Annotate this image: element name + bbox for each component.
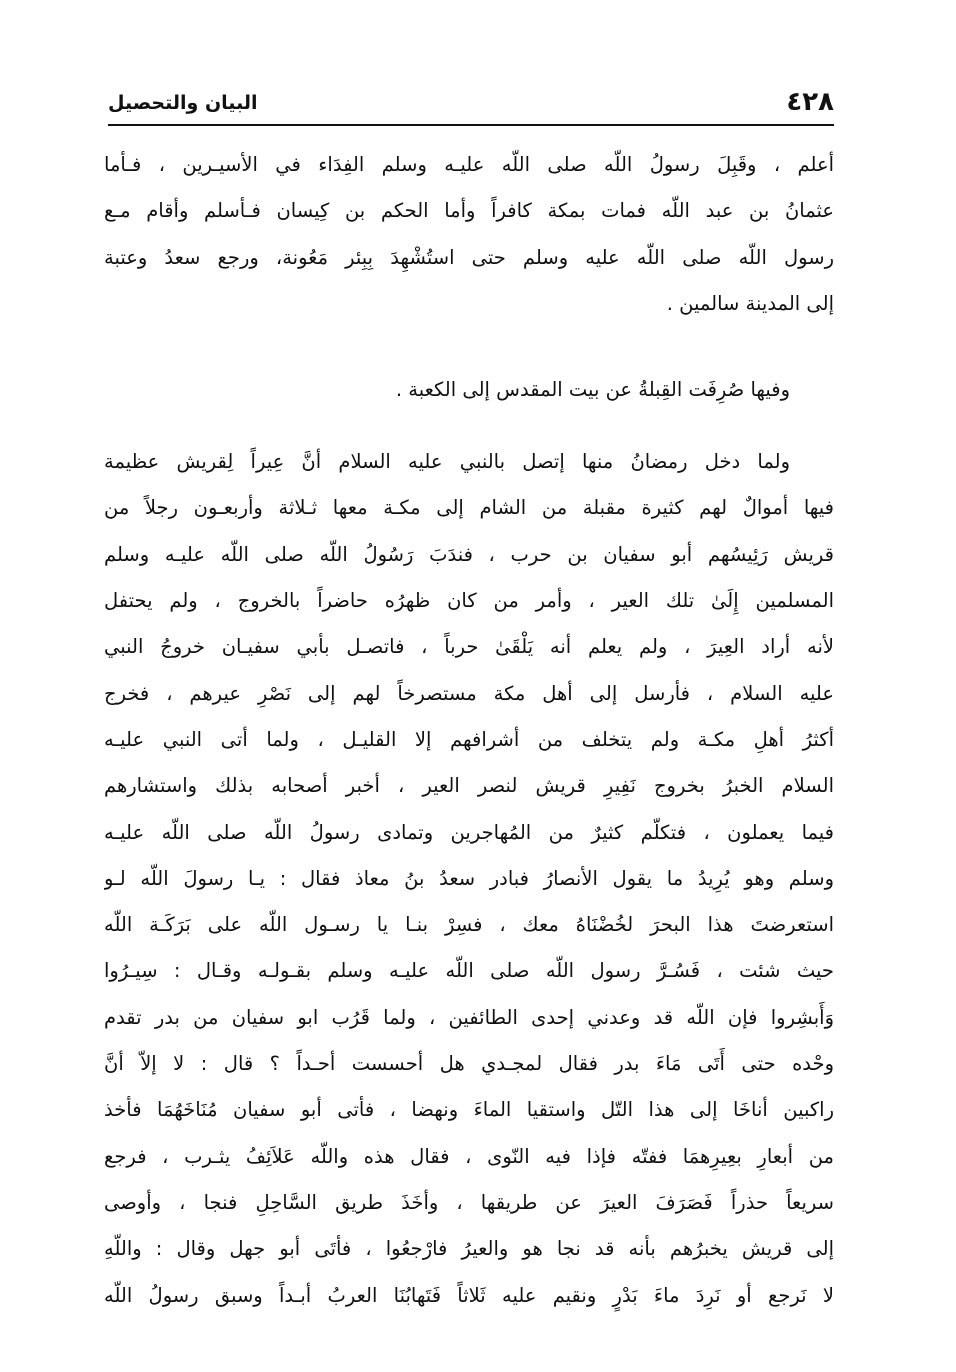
text-line: لأنه أراد العِيرَ ، ولم يعلم أنه يَلْقَىٰ حرباً ، فاتصـل بأبي سفيـان خروجُ النبي xyxy=(104,635,834,659)
page-number: ٤٢٨ xyxy=(786,87,834,117)
text-line: ولما دخل رمضانُ منها إتصل بالنبي عليه السلام أنَّ عِيراً لِقريش عظيمة xyxy=(104,450,790,474)
text-line: عثمانُ بن عبد اللّه فمات بمكة كافراً وأما الحكم بن كِيسان فـأسلم وأقام مـع xyxy=(104,199,834,223)
text-line: من أبعارِ بعِيرِهمَا ففتّه فإذا فيه النّوى ، فقال هذه واللّه عَلاَئِفُ يثـرب ، فرجع xyxy=(104,1144,834,1168)
text-line: سريعاً حذراً فَصَرَفَ العيرَ عن طريقها ، وأخَذَ طريق السَّاحِلِ فنجا ، وأوصى xyxy=(104,1190,834,1214)
text-line: فيها أموالٌ لهم كثيرة مقبلة من الشام إلى مكـة معها ثـلاثة وأربعـون رجلاً من xyxy=(104,496,834,520)
text-line: حيث شئت ، فَسُـرَّ رسول اللّه صلى اللّه عليـه وسلم بقـولـه وقـال : سِيـرُوا xyxy=(104,959,834,983)
text-line: قريش رَئِيسُهم أبو سفيان بن حرب ، فندَبَ رَسُولُ اللّه صلى اللّه عليـه وسلم xyxy=(104,542,834,566)
page-header xyxy=(108,84,834,126)
text-line: فيما يعملون ، فتكلّم كثيرٌ من المُهاجرين وتمادى رسولُ اللّه صلى اللّه عليـه xyxy=(104,820,834,844)
text-line: السلام الخبرُ بخروج نَفِيرِ قريش لنصر العير ، أخبر أصحابه بذلك واستشارهم xyxy=(104,774,834,798)
text-line: وَأَبشِروا فإن اللّه قد وعدني إحدى الطائفين ، ولما قَرُب ابو سفيان من بدر تقدم xyxy=(104,1005,834,1029)
text-line: رسول اللّه صلى اللّه عليه وسلم حتى استُشْهِدَ بِبِئر مَعُونة، ورجع سعدُ وعتبة xyxy=(104,245,834,269)
section-heading: وفيها صُرِفَت القِبلةُ عن بيت المقدس إلى الكعبة . xyxy=(395,378,790,402)
text-line: لا نَرجع أو نَرِدَ ماءَ بَدْرٍ ونقيم عليه ثَلاثاً فَتَهابُنَا العربُ أبـداً وسبق رسولُ اللّه xyxy=(104,1283,834,1307)
text-line: وسلم وهو يُرِيدُ ما يقول الأنصارُ فبادر سعدُ بنُ معاذ فقال : يـا رسولَ اللّه لـو xyxy=(104,866,834,890)
text-line: عليه السلام ، فأرسل إلى أهل مكة مستصرخاً لهم إلى نَصْرِ عيرهم ، فخرج xyxy=(104,681,834,705)
text-line: إلى قريش يخبرُهم بأنه قد نجا هو والعيرُ فارْجعُوا ، فأتَى أبو جهل وقال : واللّهِ xyxy=(104,1237,834,1261)
paragraph-2 xyxy=(104,439,834,1319)
running-title: البيان والتحصيل xyxy=(108,92,258,114)
text-line: المسلمين إِلَىٰ تلك العير ، وأمر من كان ظهرُه حاضراً بالخروج ، ولم يحتفل xyxy=(104,589,834,613)
paragraph-spacer xyxy=(104,327,834,367)
text-line: استعرضتَ هذا البحرَ لخُضْنَاهُ معك ، فسِرْ بنـا يا رسـول اللّه على بَرَكَـة اللّه xyxy=(104,913,834,937)
text-line: أعلم ، وقَبِلَ رسولُ اللّه صلى اللّه عليـه وسلم الفِدَاء في الأسيـرين ، فـأما xyxy=(104,153,834,176)
text-line: إلى المدينة سالمين . xyxy=(666,291,834,315)
text-line: وحْده حتى أَتَى مَاءَ بدر فقال لمجـدي هل أحسست أحـداً ؟ قال : لا إلاّ أنَّ xyxy=(104,1052,834,1076)
text-line: أكثرُ أهلِ مكـة ولم يتخلف من أشرافهم إلا القليـل ، ولما أتى النبي عليـه xyxy=(104,727,834,751)
paragraph-1 xyxy=(104,142,834,327)
page-body xyxy=(104,142,834,1319)
text-line: راكبين أناخَا إلى هذا التّل واستقيا الماءَ ونهضا ، فأتى أبو سفيان مُنَاخَهُمَا فأخذ xyxy=(104,1098,834,1122)
paragraph-spacer xyxy=(104,413,834,439)
